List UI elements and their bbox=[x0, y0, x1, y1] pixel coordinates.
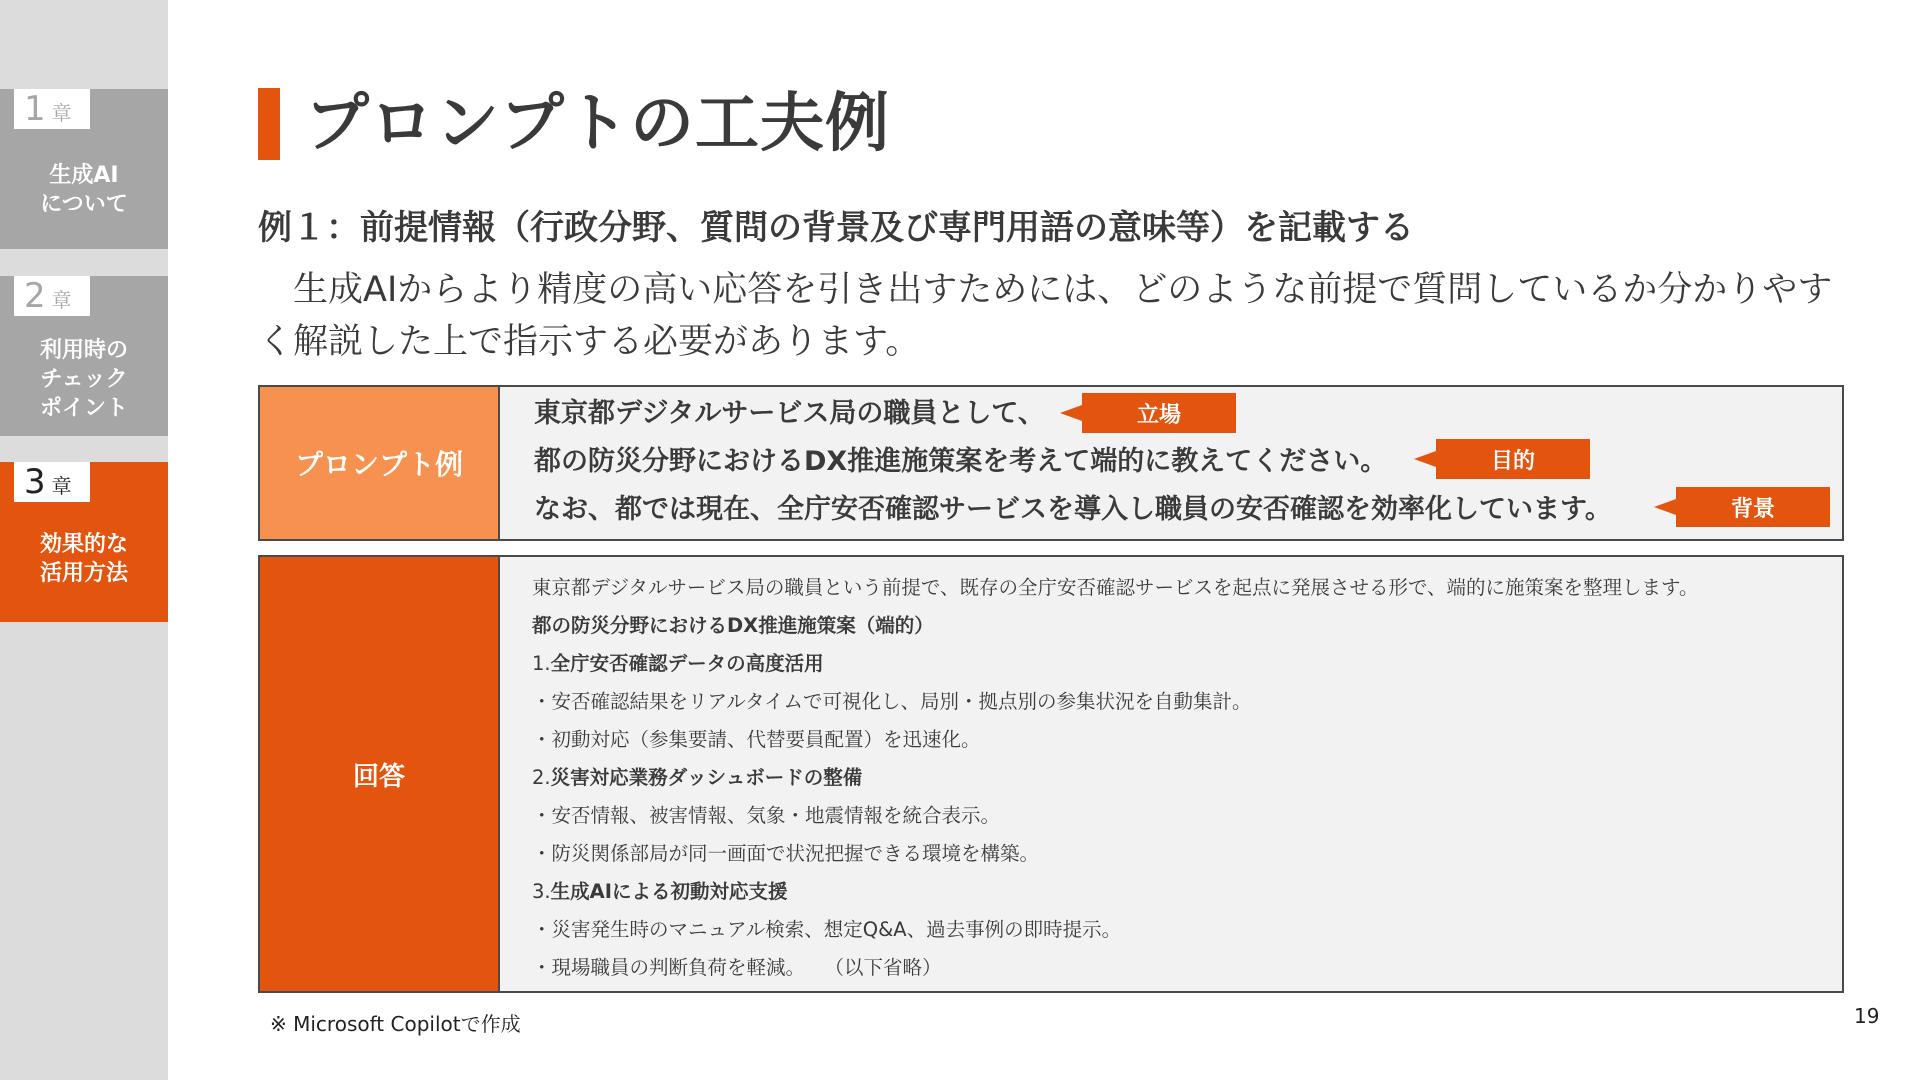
chapter-3-nav[interactable] bbox=[0, 462, 168, 622]
tag-background: 背景 bbox=[1676, 487, 1830, 527]
item-number: 3. bbox=[532, 880, 551, 903]
chapter-title-line: 生成AI bbox=[49, 163, 119, 188]
chapter-1-nav[interactable] bbox=[0, 89, 168, 249]
prompt-line: なお、都では現在、全庁安否確認サービスを導入し職員の安否確認を効率化しています。 bbox=[534, 494, 1612, 525]
answer-heading: 都の防災分野におけるDX推進施策案（端的） bbox=[532, 614, 934, 637]
title-accent-bar bbox=[258, 88, 280, 160]
chapter-number: 1 bbox=[24, 89, 46, 129]
answer-item-heading bbox=[532, 873, 1699, 911]
chapter-number-box bbox=[14, 276, 90, 316]
item-number: 2. bbox=[532, 766, 551, 789]
chapter-suffix: 章 bbox=[51, 474, 72, 498]
prompt-example-box bbox=[258, 385, 1844, 541]
prompt-label: プロンプト例 bbox=[260, 387, 500, 539]
answer-line: ・災害発生時のマニュアル検索、想定Q&A、過去事例の即時提示。 bbox=[532, 918, 1122, 941]
chapter-suffix: 章 bbox=[51, 101, 72, 125]
item-heading-text: 生成AIによる初動対応支援 bbox=[550, 880, 788, 903]
prompt-line: 東京都デジタルサービス局の職員として、 bbox=[534, 398, 1045, 429]
source-note: ※ Microsoft Copilotで作成 bbox=[270, 1012, 521, 1036]
chapter-sidebar bbox=[0, 0, 168, 1080]
item-heading-text: 全庁安否確認データの高度活用 bbox=[550, 652, 824, 675]
chapter-suffix: 章 bbox=[51, 288, 72, 312]
page-number: 19 bbox=[1854, 1004, 1880, 1028]
chapter-title bbox=[0, 336, 168, 423]
chapter-title-line: 利用時の bbox=[39, 338, 128, 363]
item-heading-text: 災害対応業務ダッシュボードの整備 bbox=[550, 766, 863, 789]
answer-box bbox=[258, 555, 1844, 993]
answer-line: ・初動対応（参集要請、代替要員配置）を迅速化。 bbox=[532, 728, 981, 751]
page-title: プロンプトの工夫例 bbox=[305, 87, 890, 161]
intro-text: 生成AIからより精度の高い応答を引き出すためには、どのような前提で質問しているか分かりやすく解説した上で指示する必要があります。 bbox=[258, 270, 1833, 362]
chapter-2-nav[interactable] bbox=[0, 276, 168, 436]
chapter-title-line: 活用方法 bbox=[39, 561, 128, 586]
answer-line: ・現場職員の判断負荷を軽減。 （以下省略） bbox=[532, 956, 942, 979]
answer-item-heading bbox=[532, 759, 1699, 797]
chapter-title-line: チェック bbox=[40, 367, 128, 392]
answer-line: ・安否情報、被害情報、気象・地震情報を統合表示。 bbox=[532, 804, 1001, 827]
chapter-number-box bbox=[14, 89, 90, 129]
chapter-number-box bbox=[14, 462, 90, 502]
chapter-title-line: ポイント bbox=[39, 396, 128, 421]
chapter-number: 2 bbox=[24, 276, 46, 316]
item-number: 1. bbox=[532, 652, 551, 675]
chapter-title-line: について bbox=[40, 192, 128, 217]
answer-line: ・防災関係部局が同一画面で状況把握できる環境を構築。 bbox=[532, 842, 1040, 865]
example-subheading: 例１：前提情報（行政分野、質問の背景及び専門用語の意味等）を記載する bbox=[258, 208, 1414, 248]
tag-purpose: 目的 bbox=[1436, 439, 1590, 479]
answer-line: ・安否確認結果をリアルタイムで可視化し、局別・拠点別の参集状況を自動集計。 bbox=[532, 690, 1252, 713]
tag-role: 立場 bbox=[1082, 393, 1236, 433]
chapter-title bbox=[0, 530, 168, 588]
prompt-line: 都の防災分野におけるDX推進施策案を考えて端的に教えてください。 bbox=[534, 446, 1388, 477]
chapter-title bbox=[0, 161, 168, 219]
chapter-title-line: 効果的な bbox=[39, 532, 128, 557]
chapter-number: 3 bbox=[24, 462, 46, 502]
answer-line: 東京都デジタルサービス局の職員という前提で、既存の全庁安否確認サービスを起点に発展させる形で、端的に施策案を整理します。 bbox=[532, 576, 1699, 599]
answer-item-heading bbox=[532, 645, 1699, 683]
answer-content bbox=[532, 569, 1699, 987]
answer-label: 回答 bbox=[260, 557, 500, 991]
